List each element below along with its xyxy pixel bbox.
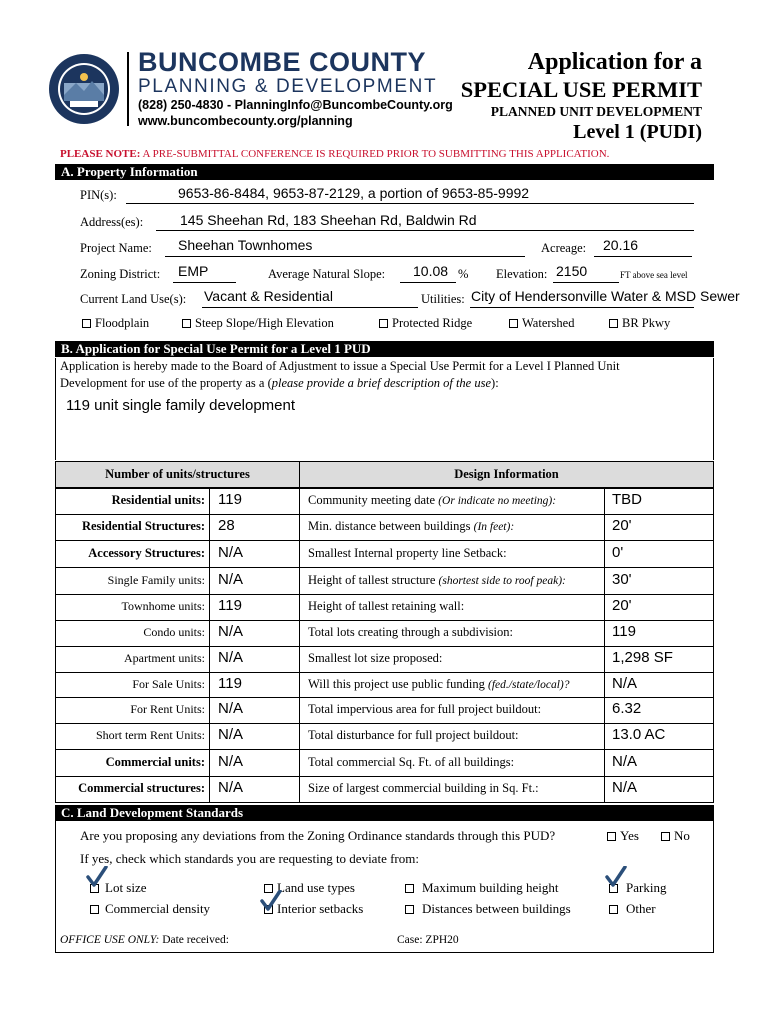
elevation-field[interactable]: 2150 [556, 263, 588, 279]
design-question: Total impervious area for full project buildout: [308, 702, 542, 716]
unit-row-label: Apartment units: [124, 651, 205, 665]
zoning-label: Zoning District: [80, 267, 161, 281]
parking-checkmark-icon [605, 866, 627, 888]
elevation-underline [553, 282, 619, 283]
checkbox-box[interactable] [509, 319, 518, 328]
unit-row-value[interactable]: N/A [218, 726, 244, 743]
max-height-checkbox[interactable]: Maximum building height [405, 880, 559, 896]
table-row-divider [55, 697, 714, 698]
form-title-line4: Level 1 (PUDI) [573, 121, 702, 143]
utilities-label: Utilities: [421, 292, 465, 306]
deviation-question: Are you proposing any deviations from the Zoning Ordinance standards through this PUD? [80, 828, 556, 843]
table-row-divider [55, 540, 714, 541]
table-value-divider [209, 488, 210, 802]
unit-row-label: Commercial units: [105, 754, 205, 769]
land-use-underline [202, 307, 418, 308]
org-subtitle: PLANNING & DEVELOPMENT [138, 76, 438, 97]
form-title-line1: Application for a [527, 49, 702, 75]
table-row-divider [55, 672, 714, 673]
pre-submittal-notice: PLEASE NOTE: A PRE-SUBMITTAL CONFERENCE IS REQUIRED PRIOR TO SUBMITTING THIS APPLICATION. [60, 148, 610, 160]
unit-row-value[interactable]: N/A [218, 779, 244, 796]
project-name-field[interactable]: Sheehan Townhomes [178, 237, 313, 253]
checkbox-box[interactable] [405, 884, 414, 893]
checkbox-box[interactable] [379, 319, 388, 328]
design-answer[interactable]: N/A [612, 752, 638, 770]
design-answer[interactable]: 119 [612, 623, 636, 640]
unit-row-label: For Rent Units: [130, 702, 205, 716]
project-name-underline [165, 256, 525, 257]
checkbox-box[interactable] [405, 905, 414, 914]
checkbox-box[interactable] [82, 319, 91, 328]
design-answer[interactable]: 20' [612, 517, 632, 534]
distances-checkbox[interactable]: Distances between buildings [405, 901, 571, 917]
parking-checkbox[interactable]: Parking [609, 880, 666, 896]
land-use-types-checkbox[interactable]: Land use types [264, 880, 355, 896]
unit-row-value[interactable]: N/A [218, 623, 244, 640]
watershed-checkbox[interactable]: Watershed [509, 316, 574, 331]
section-a-header: A. Property Information [55, 164, 714, 180]
address-field[interactable]: 145 Sheehan Rd, 183 Sheehan Rd, Baldwin Rd [180, 212, 477, 228]
slope-label: Average Natural Slope: [268, 267, 386, 281]
slope-underline [400, 282, 456, 283]
table-row-divider [55, 646, 714, 647]
interior-setbacks-checkmark-icon [260, 890, 282, 912]
design-question: Height of tallest structure (shortest side to roof peak): [308, 572, 566, 587]
unit-row-label: Residential Structures: [81, 519, 205, 533]
table-row-divider [55, 620, 714, 621]
slope-unit: % [458, 267, 469, 281]
table-left-border [55, 488, 56, 802]
design-answer[interactable]: TBD [612, 491, 642, 508]
contact-line: (828) 250-4830 - PlanningInfo@BuncombeCounty.org [138, 98, 453, 112]
design-question: Will this project use public funding (fed./state/local)? [308, 676, 570, 691]
elevation-unit: FT above sea level [620, 270, 688, 280]
br-pkwy-checkbox[interactable]: BR Pkwy [609, 316, 670, 331]
steep-slope-checkbox[interactable]: Steep Slope/High Elevation [182, 316, 334, 331]
unit-row-value[interactable]: N/A [218, 752, 244, 770]
unit-row-value[interactable]: 119 [218, 597, 242, 614]
elevation-label: Elevation: [496, 267, 548, 281]
deviation-yes-checkbox[interactable]: Yes [607, 828, 639, 844]
design-question: Height of tallest retaining wall: [308, 599, 465, 613]
address-underline [156, 230, 694, 231]
unit-row-label: Townhome units: [121, 599, 205, 613]
design-answer[interactable]: N/A [612, 674, 638, 692]
zoning-underline [173, 282, 236, 283]
table-center-divider [299, 488, 300, 802]
section-c-header: C. Land Development Standards [55, 805, 714, 821]
unit-row-value[interactable]: 119 [218, 491, 242, 508]
design-question: Min. distance between buildings (In feet): [308, 519, 515, 533]
checkbox-box[interactable] [607, 832, 616, 841]
unit-row-value[interactable]: N/A [218, 700, 244, 717]
form-title-line2: SPECIAL USE PERMIT [460, 77, 702, 102]
design-answer[interactable]: 20' [612, 597, 632, 614]
protected-ridge-checkbox[interactable]: Protected Ridge [379, 316, 472, 331]
table-row-divider [55, 723, 714, 724]
design-answer[interactable]: 1,298 SF [612, 649, 673, 666]
table-row-divider [55, 514, 714, 515]
lot-size-checkbox[interactable]: Lot size [90, 880, 147, 896]
checkbox-box[interactable] [609, 905, 618, 914]
org-name: BUNCOMBE COUNTY [138, 47, 426, 77]
utilities-underline [470, 307, 694, 308]
table-row-divider [55, 567, 714, 568]
county-seal-logo [48, 53, 120, 125]
address-label: Address(es): [80, 215, 144, 229]
checkbox-box[interactable] [661, 832, 670, 841]
table-row-divider [55, 594, 714, 595]
unit-row-label: Residential units: [111, 493, 205, 507]
checkbox-box[interactable] [90, 905, 99, 914]
table-row-divider [55, 776, 714, 777]
deviation-followup: If yes, check which standards you are requesting to deviate from: [80, 851, 419, 866]
unit-row-value[interactable]: N/A [218, 649, 244, 666]
section-b-intro: Application is hereby made to the Board of Adjustment to issue a Special Use Permit for a Level I Planned Unit Development for use of the property as a (please provide a brief description of the use): [60, 359, 620, 390]
table-row-divider [55, 749, 714, 750]
case-number: Case: ZPH20 [397, 934, 459, 946]
table-answer-divider [604, 488, 605, 802]
unit-row-value[interactable]: 119 [218, 674, 242, 692]
acreage-field[interactable]: 20.16 [603, 237, 639, 253]
unit-row-value[interactable]: N/A [218, 543, 244, 561]
office-use-line: OFFICE USE ONLY: Date received: [60, 934, 229, 946]
design-question: Total disturbance for full project buildout: [308, 728, 519, 742]
table-bottom-border [55, 802, 714, 803]
unit-row-label: Condo units: [143, 625, 205, 639]
pin-underline [126, 203, 694, 204]
slope-field[interactable]: 10.08 [413, 263, 449, 279]
header-divider [127, 52, 129, 126]
lot-size-checkmark-icon [86, 866, 108, 888]
zoning-field[interactable]: EMP [178, 263, 209, 279]
website-link[interactable]: www.buncombecounty.org/planning [138, 114, 353, 128]
design-answer[interactable]: 30' [612, 570, 632, 588]
table-right-header: Design Information [299, 461, 714, 488]
deviation-no-checkbox[interactable]: No [661, 828, 690, 844]
design-question: Total commercial Sq. Ft. of all buildings: [308, 754, 515, 769]
unit-row-label: Short term Rent Units: [96, 728, 205, 742]
design-question: Community meeting date (Or indicate no meeting): [308, 493, 557, 507]
unit-row-label: Accessory Structures: [88, 545, 205, 560]
project-name-label: Project Name: [80, 241, 152, 255]
land-use-field[interactable]: Vacant & Residential [204, 288, 333, 304]
design-question: Smallest lot size proposed: [308, 651, 443, 665]
section-b-header: B. Application for Special Use Permit for a Level 1 PUD [55, 341, 714, 357]
design-answer[interactable]: 6.32 [612, 700, 642, 717]
acreage-label: Acreage: [541, 241, 587, 255]
form-title-line3: PLANNED UNIT DEVELOPMENT [490, 104, 702, 119]
design-answer[interactable]: N/A [612, 779, 638, 796]
unit-row-value[interactable]: 28 [218, 517, 235, 534]
use-description-field[interactable]: 119 unit single family development [66, 397, 296, 414]
acreage-underline [594, 256, 692, 257]
design-answer[interactable]: 13.0 AC [612, 726, 666, 743]
land-use-label: Current Land Use(s): [80, 292, 187, 306]
utilities-field[interactable]: City of Hendersonville Water & MSD Sewer [471, 288, 740, 304]
table-left-header: Number of units/structures [55, 461, 299, 488]
unit-row-label: Commercial structures: [78, 781, 205, 795]
checkbox-box[interactable] [182, 319, 191, 328]
floodplain-checkbox[interactable]: Floodplain [82, 316, 149, 331]
pin-field[interactable]: 9653-86-8484, 9653-87-2129, a portion of 9653-85-9992 [178, 185, 530, 201]
unit-row-label: For Sale Units: [132, 676, 205, 691]
design-answer[interactable]: 0' [612, 543, 624, 561]
design-question: Smallest Internal property line Setback: [308, 545, 507, 560]
table-row-divider [55, 488, 714, 489]
checkbox-box[interactable] [609, 319, 618, 328]
unit-row-value[interactable]: N/A [218, 570, 244, 588]
table-right-border [713, 488, 714, 802]
interior-setbacks-checkbox[interactable]: Interior setbacks [264, 901, 363, 917]
design-question: Size of largest commercial building in Sq. Ft.: [308, 781, 539, 795]
unit-row-label: Single Family units: [107, 572, 205, 587]
design-question: Total lots creating through a subdivision: [308, 625, 513, 639]
other-checkbox[interactable]: Other [609, 901, 656, 917]
pin-label: PIN(s): [80, 188, 117, 202]
commercial-density-checkbox[interactable]: Commercial density [90, 901, 210, 917]
